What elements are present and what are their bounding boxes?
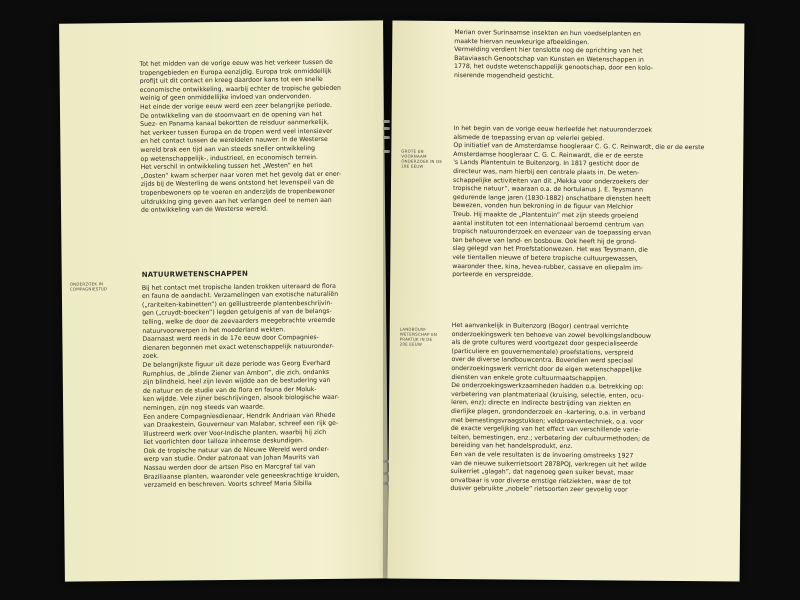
text-line: en fauna de aandacht. Verzamelingen van exotische naturaliën <box>141 290 339 301</box>
margin-note-compagniestijd: ONDERZOEK IN COMPAGNIESTIJD <box>69 281 108 292</box>
staple <box>383 150 390 153</box>
text-line: suikerriet „glagah”, dat nagenoeg geen suiker bevat, maar <box>450 468 634 477</box>
text-line: De ontwikkeling van de stoomvaart en de opening van het <box>140 110 322 120</box>
text-line: Bataviaasch Genootschap van Kunsten en Wetenschappen in <box>454 54 644 64</box>
text-line: zijds bij de Westerling de wens ontstond het levenspeil van de <box>140 179 335 189</box>
text-line: 's Lands Plantentuin te Buitenzorg. In 1817 gesticht door de <box>453 159 640 169</box>
text-line: Het einde der vorige eeuw werd een zeer belangrijke periode. <box>139 101 332 111</box>
text-line: schappelijke activiteiten van dit „Mekka voor onderzoekers der <box>453 176 649 186</box>
text-line: verzameld en beschreven. Voorts schreef Maria Sibilla <box>143 480 312 490</box>
text-line: telling, welke de door de zeevaarders meegebrachte vreemde <box>142 316 336 326</box>
text-line: verbetering van plantmateriaal (kruising, selectie, enten, ocu- <box>451 390 644 400</box>
text-line: waaronder thee, kina, hevea-rubber, cassave en oliepalm im- <box>452 262 644 272</box>
staple <box>383 120 390 123</box>
text-line: wereld brak een tijd aan van steeds sneller ontwikkeling <box>140 144 316 154</box>
text-line: gedurende lange jaren (1830-1882) onschatbare diensten heeft <box>452 193 651 203</box>
section-body <box>142 282 370 491</box>
text-line: De belangrijkste figuur uit deze periode was Georg Everhard <box>142 359 331 369</box>
text-line: tropische natuur”, waaraan o.a. de hortulanus J. E. Teysmann <box>452 185 644 194</box>
text-line: van de nieuwe suikerrietsoort 2878POJ, verkregen uit het wilde <box>450 459 647 469</box>
text-line: tropenbewoners op te voeren en anderzijds de tropenbewoner <box>140 187 335 197</box>
text-line: alsmede de toepassing ervan op velerlei gebied. <box>453 133 605 142</box>
text-line: leren, enz); directe en indirecte bestrijding van ziekten en <box>451 399 631 408</box>
text-line: liet voorlichten door talloze inheemse deskundigen. <box>143 437 304 447</box>
text-line: profijt uit dit contact en kreeg daardoor kans tot een snelle <box>139 76 323 86</box>
text-line: bewezen, vonden hun bekroning in de figuur van Melchior <box>452 202 634 211</box>
section-title: NATUURWETENSCHAPPEN <box>141 269 249 279</box>
text-line: de ontwikkeling van de Westerse wereld. <box>141 205 268 214</box>
text-line: Daarnaast werd reeds in de 17e eeuw door Compagnies- <box>142 334 319 344</box>
text-line: diensten van enkele grote cultuurmaatschappijen. <box>451 373 608 382</box>
text-line: tropengebieden en Europa eenzijdig. Europa trok onmiddellijk <box>139 67 332 77</box>
right-middle-text <box>452 125 715 282</box>
right-bottom-text <box>450 322 713 496</box>
text-line: onderzoekingswerk verricht door de eigen wetenschappelijke <box>451 364 642 374</box>
text-line: de natuur en de studie van de flora en fauna der Moluk- <box>142 385 317 395</box>
text-line: Het aanvankelijk in Buitenzorg (Bogor) centraal verrichte <box>451 322 629 331</box>
text-line: 1778, het oudste wetenschappelijk genootschap, door een kolo- <box>454 63 654 73</box>
text-line: Nassau werden door de artsen Piso en Marcgraf tal van <box>143 463 316 472</box>
text-line: Bij het contact met tropische landen trokken uiteraard de flora <box>141 282 336 292</box>
text-line: teiten, bemestingen, enz.; verbetering der cultuurmethoden; de <box>450 433 650 443</box>
text-line: dusver gebruikte „nobele” rietsoorten zeer gevoelig voor <box>450 485 628 494</box>
left-page <box>59 20 389 581</box>
text-line: dierlijke plagen, grondonderzoek en -kartering, o.a. in verband <box>451 407 646 417</box>
text-line: („rariteiten-kabinetten”) en geïllustreerde plantenbeschrijvin- <box>142 299 333 309</box>
text-line: niserende mogendheid gesticht. <box>453 71 555 80</box>
text-line: ken wijdde. Vele zijner beschrijvingen, alsook biologische waar- <box>142 394 340 404</box>
text-line: De onderzoekingswerkzaamheden hadden o.a. betrekking op: <box>451 382 644 391</box>
text-line: Merian over Surinaamse insekten en hun voedselplanten en <box>454 29 641 38</box>
text-line: ïllustreerd werk over Voor-Indische planten, waarbij hij zich <box>143 428 327 438</box>
text-line: Een andere Compagniesdienaar, Hendrik Andriaan van Rhede <box>143 411 336 421</box>
text-line: onvatbaar is voor diverse ernstige rietziekten, waar de tot <box>450 476 632 486</box>
text-line: economische ontwikkeling, waarbij echter de tropische gebieden <box>139 84 342 94</box>
right-page <box>388 20 745 581</box>
text-line: Amsterdamse hoogleraar C. G. C. Reinwardt, die er de eerste <box>453 150 644 160</box>
intro-text <box>139 59 367 216</box>
text-line: „Oosten” kwam scherper naar voren met het gevolg dat er ener- <box>140 170 342 180</box>
margin-note-19e-eeuw: GROTE EN VOORNAAM ONDERZOEK IN DE 19E EEUW <box>401 148 443 169</box>
text-line: zoek. <box>142 353 160 361</box>
text-line: nemingen, zijn nog steeds van waarde. <box>143 403 265 412</box>
text-line: porteerde en verspreidde. <box>452 271 534 279</box>
text-line: de exacte vergelijking van het effect van verschillende varie- <box>450 425 641 434</box>
text-line: Op initiatief van de Amsterdamse hoogleraar C. G. C. Reinwardt, die er de eerste <box>453 142 705 152</box>
right-top-text <box>454 29 716 83</box>
text-line: (particuliere en gouvernementele) proefstations, verspreid <box>451 347 634 357</box>
text-line: Ook de tropische natuur van de Nieuwe Wereld werd onder- <box>143 445 329 455</box>
text-line: dienaren begonnen met exact wetenschappelijk natuuronder- <box>142 342 334 352</box>
text-line: Treub. Hij maakte de „Plantentuin” met zijn steeds groeiend <box>452 210 639 220</box>
natuurwetenschappen-section <box>142 268 370 490</box>
text-line: Een van de vele resultaten is de invoering omstreeks 1927 <box>450 450 634 460</box>
text-line: met bemestingsvraagstukken; veldproeventechniek, o.a. voor <box>450 416 644 426</box>
text-line: In het begin van de vorige eeuw herleefde het natuuronderzoek <box>453 125 653 134</box>
text-line: onderzoekingswerk ten behoeve van zowel bevolkingslandbouw <box>451 330 651 340</box>
text-line: Tot het midden van de vorige eeuw was het verkeer tussen de <box>139 58 333 68</box>
text-line: gen („cruydt-boecken”) legden getuigenis af van de belangs- <box>142 308 332 318</box>
text-line: Suez- en Panama kanaal bekortten de reisduur aanmerkelijk, <box>140 119 330 129</box>
text-line: Het verschil in ontwikkeling tussen het „Westen” en het <box>140 162 313 171</box>
text-line: het verkeer tussen Europa en de tropen werd veel intensiever <box>140 127 333 137</box>
text-line: tropisch natuuronderzoek en evenzeer van de toepassing ervan <box>452 228 651 237</box>
text-line: als de grote cultures werd voortgezet door gespecialiseerde <box>451 339 638 348</box>
text-line: bereiding van het handelsprodukt, enz. <box>450 442 573 451</box>
text-line: natuurvoorwerpen in het moederland wekten. <box>142 325 286 335</box>
staple <box>383 136 390 139</box>
text-line: Vermelding verdient hier tenslotte nog de oprichting van het <box>454 46 643 55</box>
text-line: Braziliaanse planten, waaronder vele geneeskrachtige kruiden, <box>143 471 340 481</box>
text-line: maakte hiervan neuwkeurige afbeeldingen. <box>454 37 590 46</box>
text-line: zijn blindheid, heel zijn leven wijdde aan de bestudering van <box>142 377 331 386</box>
text-line: werp van studie. Onder patronaat van Johan Maurits van <box>143 454 320 464</box>
text-line: van Draakestein, Gouverneur van Malabar, schreef een rijk ge- <box>143 419 339 429</box>
text-line: op wetenschappelijk-, industrieel, en economisch terrein. <box>140 153 318 163</box>
text-line: vele tientallen nieuwe of betere tropische cultuurgewassen, <box>452 253 638 263</box>
text-line: ten behoeve van land- en bosbouw. Ook heeft hij de grond- <box>452 236 637 246</box>
text-line: over de diverse landbouwcentra. Bovendien werd speciaal <box>451 356 633 365</box>
staple <box>383 127 390 130</box>
text-line: slag gelegd van het Proefstationwezen. Het was Teysmann, die <box>452 245 648 255</box>
text-line: weinig of geen onmiddellijke invloed van ondervonden. <box>139 93 312 103</box>
text-line: en het contact tussen de wereldelen nauwer. In de Westerse <box>140 136 328 146</box>
text-line: uitdrukking ging geven aan het verlangen deel te nemen aan <box>140 196 332 206</box>
margin-note-20e-eeuw: LANDBOUW-WETENSCHAP EN PRAKTIJK IN DE 20E EEUW <box>399 326 438 347</box>
text-line: aantal instituten tot een internationaal beroemd centrum van <box>452 219 644 229</box>
text-line: directeur was, nam hierbij een centrale plaats in. De weten- <box>453 167 640 177</box>
text-line: Rumphius, de „blinde Ziener van Ambon”, die zich, ondanks <box>142 368 330 378</box>
